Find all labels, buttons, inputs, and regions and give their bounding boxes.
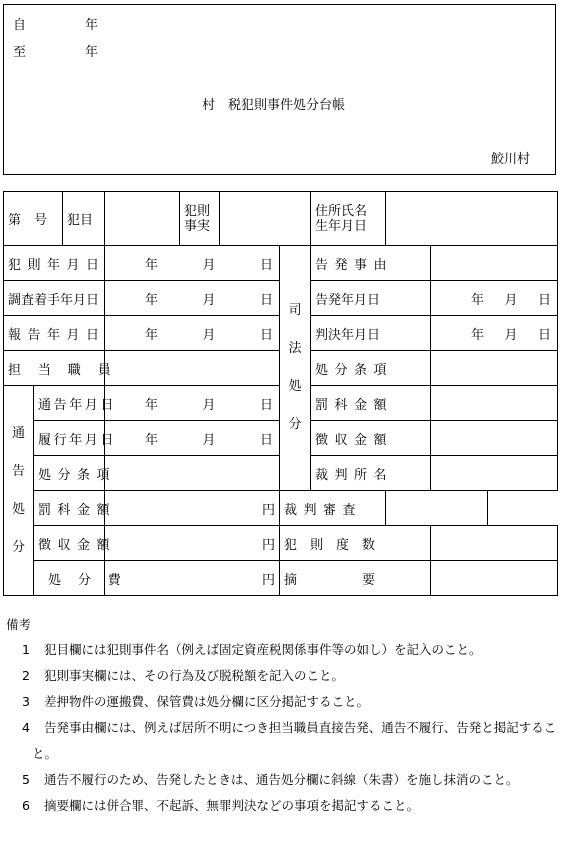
address-field[interactable] [386,192,558,246]
perform-date-field[interactable]: 年 月 日 [105,421,280,456]
trial-review-field[interactable] [386,491,488,526]
report-date-label: 報告年月日 [4,316,105,351]
ledger-title: 村 税犯則事件処分台帳 [202,98,346,113]
notification-disposition-group: 通 告 処 分 [4,386,34,596]
summary-label: 摘 要 [280,561,431,596]
from-label: 自 [13,18,27,33]
note-item: 4 告発事由欄には、例えば居所不明につき担当職員直接告発、通告不履行、告発と掲記すること。 [22,720,557,761]
judicial-fine-field[interactable] [431,386,558,421]
to-year-label: 年 [85,45,99,60]
to-label: 至 [13,45,27,60]
village-name: 鮫川村 [491,152,531,167]
report-date-field[interactable]: 年 月 日 [105,316,280,351]
notify-clause-label: 処分条項 [34,456,105,491]
crime-fact-label-cell [180,192,220,246]
court-name-label: 裁判所名 [311,456,431,491]
note-item: 3 差押物件の運搬費、保管費は処分欄に区分掲記すること。 [22,694,370,709]
notes-heading: 備考 [6,617,32,632]
notify-collected-label: 徴収金額 [34,526,105,561]
offense-count-field[interactable] [431,526,558,561]
judicial-clause-label: 処分条項 [311,351,431,386]
note-item: 5 通告不履行のため、告発したときは、通告処分欄に斜線（朱書）を施し抹消のこと。 [22,772,519,787]
notify-collected-field[interactable]: 円 [105,526,280,561]
judgment-date-label: 判決年月日 [311,316,431,351]
crime-item-label-cell [63,192,105,246]
number-label: 第 号 [8,213,48,228]
offense-count-label: 犯 則 度 数 [280,526,431,561]
officer-field[interactable] [105,351,280,386]
court-name-field[interactable] [431,456,558,491]
complaint-reason-label: 告発事由 [311,246,431,281]
trial-review-label: 裁判審査 [280,491,386,526]
note-item: 1 犯目欄には犯則事件名（例えば固定資産税関係事件等の如し）を記入のこと。 [22,642,482,657]
note-item: 6 摘要欄には併合罪、不起訴、無罪判決などの事項を掲記すること。 [22,798,420,813]
offense-date-field[interactable]: 年 月 日 [105,246,280,281]
notify-date-field[interactable]: 年 月 日 [105,386,280,421]
notify-fine-label: 罰科金額 [34,491,105,526]
notify-clause-field[interactable] [105,456,280,491]
ledger-form-table [3,191,558,596]
complaint-reason-field[interactable] [431,246,558,281]
notify-cost-field[interactable]: 円 [105,561,280,596]
judgment-date-field[interactable]: 年 月 日 [431,316,558,351]
officer-label: 担当職員 [4,351,105,386]
crime-item-field[interactable] [105,192,180,246]
address-label-line1: 住所氏名 [315,203,368,219]
complaint-date-label: 告発年月日 [311,281,431,316]
perform-date-label: 履行年月日 [34,421,105,456]
judicial-fine-label: 罰科金額 [311,386,431,421]
complaint-date-field[interactable]: 年 月 日 [431,281,558,316]
judicial-clause-field[interactable] [431,351,558,386]
judicial-collected-label: 徴収金額 [311,421,431,456]
crime-fact-field[interactable] [220,192,311,246]
note-item: 2 犯則事実欄には、その行為及び脱税額を記入のこと。 [22,668,345,683]
crime-fact-label-line2: 事実 [184,218,211,234]
crime-item-label: 犯目 [67,213,94,228]
from-year-label: 年 [85,18,99,33]
notify-cost-label: 処分費 [34,561,105,596]
notify-date-label: 通告年月日 [34,386,105,421]
judicial-disposition-group: 司 法 処 分 [280,246,311,491]
offense-date-label: 犯則年月日 [4,246,105,281]
number-cell [4,192,63,246]
judicial-collected-field[interactable] [431,421,558,456]
address-label-line2: 生年月日 [315,218,368,234]
notify-fine-field[interactable]: 円 [105,491,280,526]
notes-section [6,615,572,819]
summary-field[interactable] [431,561,558,596]
investigation-date-field[interactable]: 年 月 日 [105,281,280,316]
crime-fact-label-line1: 犯則 [184,203,211,219]
address-label-cell [311,192,386,246]
investigation-date-label: 調査着手年月日 [4,281,105,316]
